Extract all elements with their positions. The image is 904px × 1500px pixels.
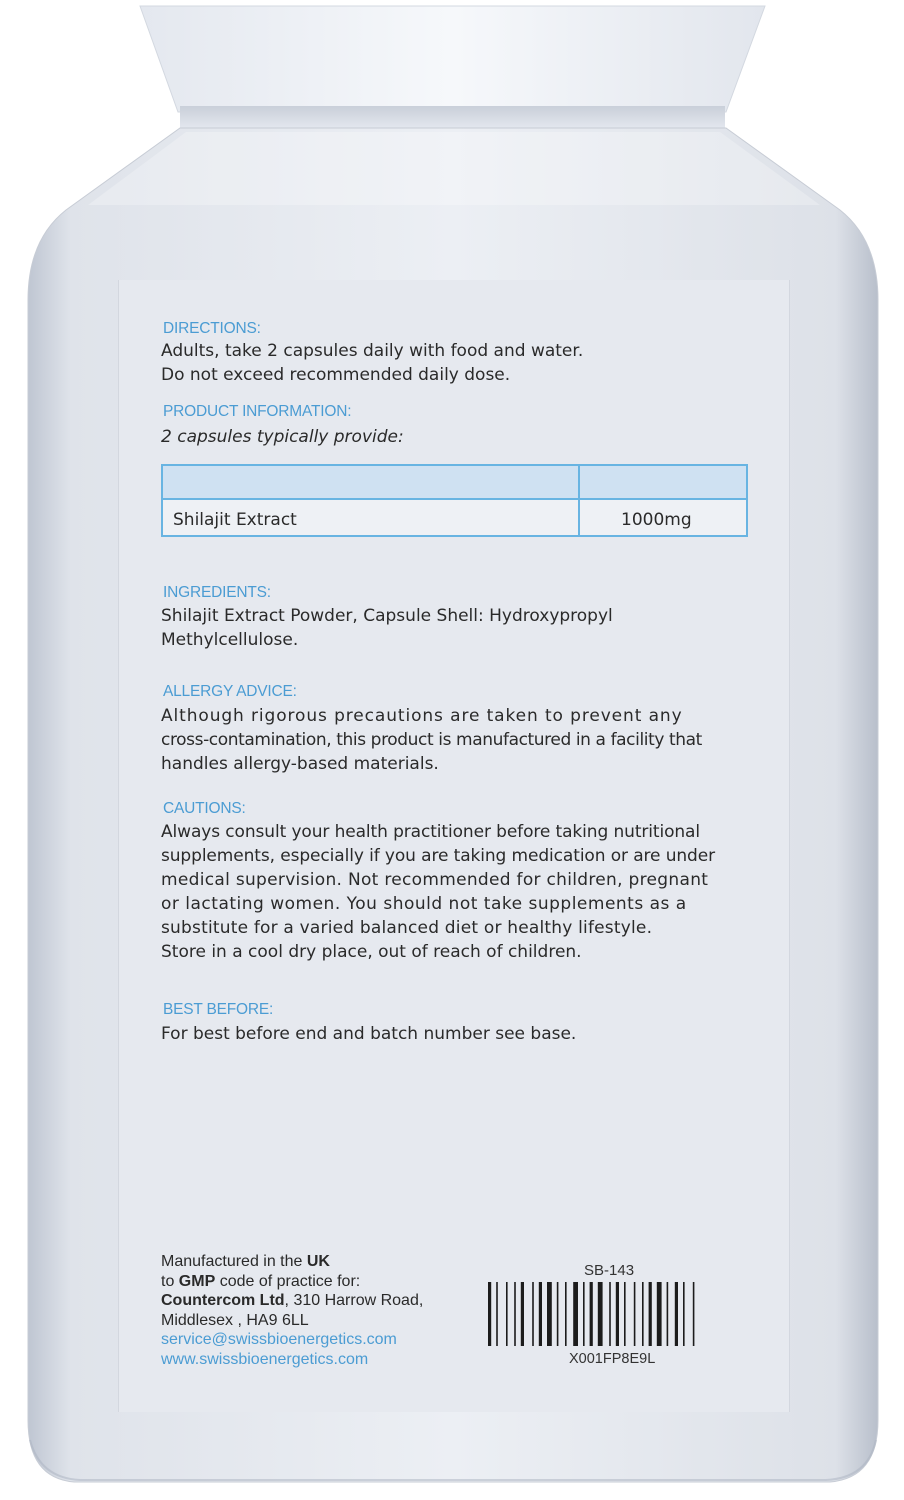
product-label xyxy=(118,280,790,1412)
sku-code: SB-143 xyxy=(584,1262,635,1279)
ingredients-text: Shilajit Extract Powder, Capsule Shell: Hydroxypropyl Methylcellulose. xyxy=(161,606,613,650)
bottle-cap-rim xyxy=(180,106,725,128)
barcode-bar xyxy=(634,1282,636,1346)
directions-line: Adults, take 2 capsules daily with food and water. xyxy=(161,341,584,361)
email-link: service@swissbioenergetics.com xyxy=(161,1331,397,1348)
barcode-bar xyxy=(693,1282,695,1346)
allergy-advice-text: Although rigorous precautions are taken to prevent any cross-contamination, this product is manufactured in a facility that handles allergy-based materials. xyxy=(161,706,702,774)
barcode-bar xyxy=(590,1282,593,1346)
website-link: www.swissbioenergetics.com xyxy=(161,1350,369,1368)
barcode-bar xyxy=(616,1282,619,1346)
cautions-title: CAUTIONS: xyxy=(163,800,246,817)
best-before-text: For best before end and batch number see base. xyxy=(161,1024,577,1044)
directions-text xyxy=(161,339,761,387)
cautions-text: Always consult your health practitioner before taking nutritional supplements, especially if you are taking medication or are under medical supervision. Not recommended for children, pregnant or lactating women. You should not take supplements as a substitute for a varied balanced diet or healthy lifestyle. Store in a cool dry place, out of reach of children. xyxy=(161,822,715,962)
barcode-bar xyxy=(488,1282,491,1346)
barcode-bar xyxy=(506,1282,508,1346)
nutrition-table-divider xyxy=(578,466,580,535)
barcode-bar xyxy=(521,1282,524,1346)
barcode-bar xyxy=(657,1282,662,1346)
barcode-bar xyxy=(683,1282,685,1346)
barcode-bar xyxy=(565,1282,567,1346)
nutrition-table-header xyxy=(163,466,746,500)
barcode-bar xyxy=(583,1282,585,1346)
barcode-bar xyxy=(598,1282,603,1346)
barcode-number: X001FP8E9L xyxy=(569,1351,656,1367)
allergy-advice-title: ALLERGY ADVICE: xyxy=(163,683,297,700)
barcode-bar xyxy=(547,1282,552,1346)
barcode-bar xyxy=(609,1282,611,1346)
barcode-bar xyxy=(557,1282,559,1346)
barcode-bar xyxy=(624,1282,626,1346)
product-information-title: PRODUCT INFORMATION: xyxy=(163,403,352,420)
barcode-bar xyxy=(649,1282,652,1346)
nutrition-ingredient-amount: 1000mg xyxy=(621,510,692,530)
barcode-bar xyxy=(532,1282,534,1346)
bottle-cap xyxy=(140,6,765,112)
barcode-bar xyxy=(496,1282,498,1346)
product-information-subtitle: 2 capsules typically provide: xyxy=(161,427,404,447)
barcode-image xyxy=(486,1282,748,1348)
directions-line: Do not exceed recommended daily dose. xyxy=(161,365,511,385)
nutrition-ingredient-name: Shilajit Extract xyxy=(173,510,297,530)
directions-title: DIRECTIONS: xyxy=(163,320,261,337)
barcode-bar xyxy=(675,1282,678,1346)
ingredients-title: INGREDIENTS: xyxy=(163,584,271,601)
barcode-bar xyxy=(514,1282,516,1346)
barcode-bar xyxy=(642,1282,644,1346)
manufacturer-info: Manufactured in the UK to GMP code of practice for: Countercom Ltd, 310 Harrow Road, Middlesex , HA9 6LL service@swissbioenergetics.com www.swissbioenergetics.com xyxy=(161,1252,481,1369)
best-before-title: BEST BEFORE: xyxy=(163,1001,274,1018)
barcode-bar xyxy=(539,1282,542,1346)
nutrition-table xyxy=(161,464,748,537)
barcode-bar xyxy=(573,1282,578,1346)
barcode-bar xyxy=(667,1282,669,1346)
